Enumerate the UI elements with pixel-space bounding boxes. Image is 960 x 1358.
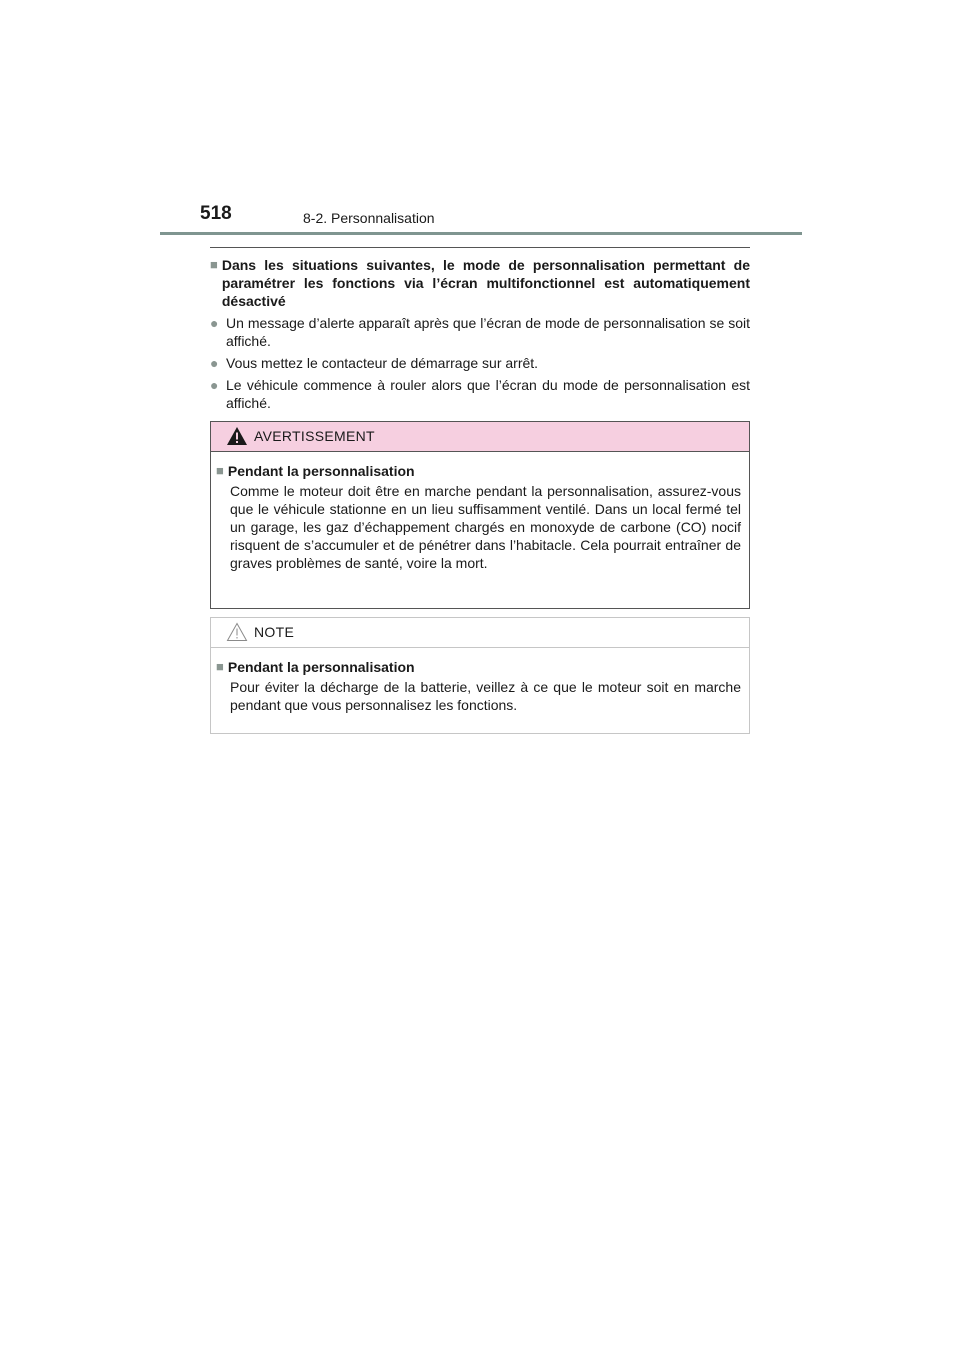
note-box-header bbox=[211, 618, 749, 648]
note-text: Pour éviter la décharge de la batterie, veillez à ce que le moteur soit en marche pendant que vous personnalisez les fonctions. bbox=[230, 679, 741, 713]
section-title: 8-2. Personnalisation bbox=[303, 210, 435, 226]
bullet-icon: ● bbox=[210, 355, 219, 371]
warning-heading bbox=[216, 462, 741, 480]
warning-label: AVERTISSEMENT bbox=[254, 428, 375, 444]
warning-box-header bbox=[211, 422, 749, 452]
list-item-text: Un message d’alerte apparaît après que l’écran de mode de personnalisation se soit affiché. bbox=[226, 315, 750, 349]
note-heading-text: Pendant la personnalisation bbox=[227, 659, 415, 675]
header-rule bbox=[160, 232, 802, 235]
note-heading bbox=[216, 658, 741, 676]
section-heading-text: Dans les situations suivantes, le mode de personnalisation permettant de paramétrer les fonctions via l’écran multifonctionnel est automatiquement désactivé bbox=[221, 257, 750, 309]
square-marker-icon: ■ bbox=[216, 463, 224, 478]
content-top-rule bbox=[210, 247, 750, 248]
section-heading bbox=[210, 256, 750, 310]
warning-heading-text: Pendant la personnalisation bbox=[227, 463, 415, 479]
bullet-icon: ● bbox=[210, 315, 219, 331]
page-number: 518 bbox=[200, 203, 232, 224]
main-content bbox=[210, 247, 750, 412]
bullet-icon: ● bbox=[210, 377, 219, 393]
square-marker-icon: ■ bbox=[216, 659, 224, 674]
warning-text: Comme le moteur doit être en marche pendant la personnalisation, assurez-vous que le véhicule stationne en un lieu suffisamment ventilé. Dans un local fermé tel un garage, les gaz d’échappement chargés en monoxyde de carbone (CO) nocif risquent de s’accumuler et de pénétrer dans l’habitacle. Cela pourrait entraîner de graves problèmes de santé, voire la mort. bbox=[230, 483, 741, 571]
warning-box bbox=[210, 421, 750, 609]
note-label: NOTE bbox=[254, 624, 295, 640]
list-item-text: Vous mettez le contacteur de démarrage sur arrêt. bbox=[226, 355, 539, 371]
caution-triangle-outline-icon bbox=[226, 622, 248, 647]
warning-triangle-icon bbox=[226, 426, 248, 451]
list-item-text: Le véhicule commence à rouler alors que l’écran du mode de personnalisation est affiché. bbox=[226, 377, 750, 411]
note-box bbox=[210, 617, 750, 734]
list-item bbox=[210, 314, 750, 350]
list-item bbox=[210, 354, 750, 372]
square-marker-icon: ■ bbox=[210, 257, 218, 272]
list-item bbox=[210, 376, 750, 412]
